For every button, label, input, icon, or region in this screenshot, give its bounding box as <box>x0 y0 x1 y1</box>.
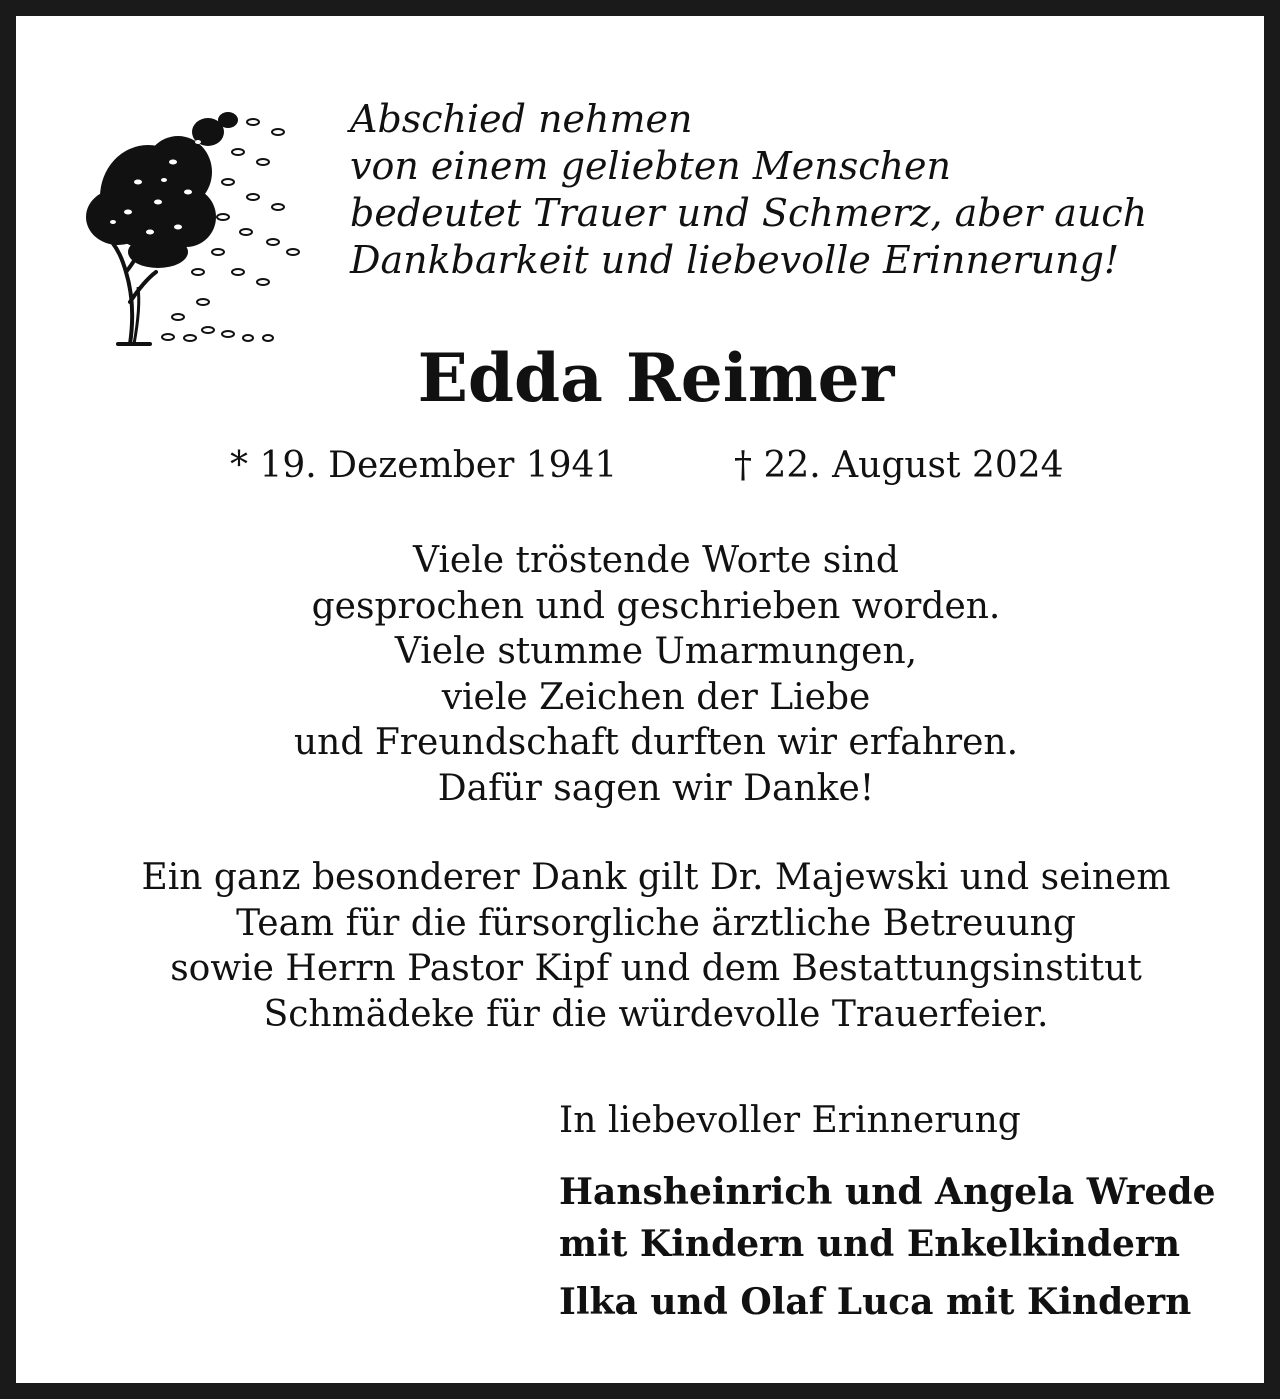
signers-block <box>559 1166 1216 1328</box>
tree-icon <box>78 102 318 352</box>
closing-phrase: In liebevoller Erinnerung <box>559 1100 1021 1141</box>
deceased-name: Edda Reimer <box>417 339 895 417</box>
poem-line: Dafür sagen wir Danke! <box>437 767 875 809</box>
intro-line: bedeutet Trauer und Schmerz, aber auch <box>350 191 1148 235</box>
thanks-line: Team für die fürsorgliche ärztliche Betreuung <box>236 902 1076 944</box>
intro-line: von einem geliebten Menschen <box>350 144 951 188</box>
death-date: † 22. August 2024 <box>734 445 1064 486</box>
poem-line: Viele tröstende Worte sind <box>413 540 899 581</box>
poem-line: Viele stumme Umarmungen, <box>394 631 918 672</box>
poem-line: und Freundschaft durften wir erfahren. <box>293 722 1019 763</box>
poem-line: gesprochen und geschrieben worden. <box>311 585 1001 627</box>
intro-line: Abschied nehmen <box>350 97 693 141</box>
thanks-poem <box>16 538 1280 811</box>
birth-date: * 19. Dezember 1941 <box>230 445 618 486</box>
signer-line: Ilka und Olaf Luca mit Kindern <box>559 1281 1192 1323</box>
thanks-line: Ein ganz besonderer Dank gilt Dr. Majewski und seinem <box>141 857 1171 898</box>
thanks-line: sowie Herrn Pastor Kipf und dem Bestattungsinstitut <box>170 948 1142 989</box>
signer-line: Hansheinrich und Angela Wrede <box>559 1171 1216 1213</box>
signer-line: mit Kindern und Enkelkindern <box>559 1223 1181 1265</box>
intro-verse <box>350 96 1147 284</box>
poem-line: viele Zeichen der Liebe <box>441 676 871 718</box>
thanks-line: Schmädeke für die würdevolle Trauerfeier. <box>263 993 1049 1035</box>
intro-line: Dankbarkeit und liebevolle Erinnerung! <box>350 238 1120 282</box>
special-thanks <box>16 855 1280 1037</box>
